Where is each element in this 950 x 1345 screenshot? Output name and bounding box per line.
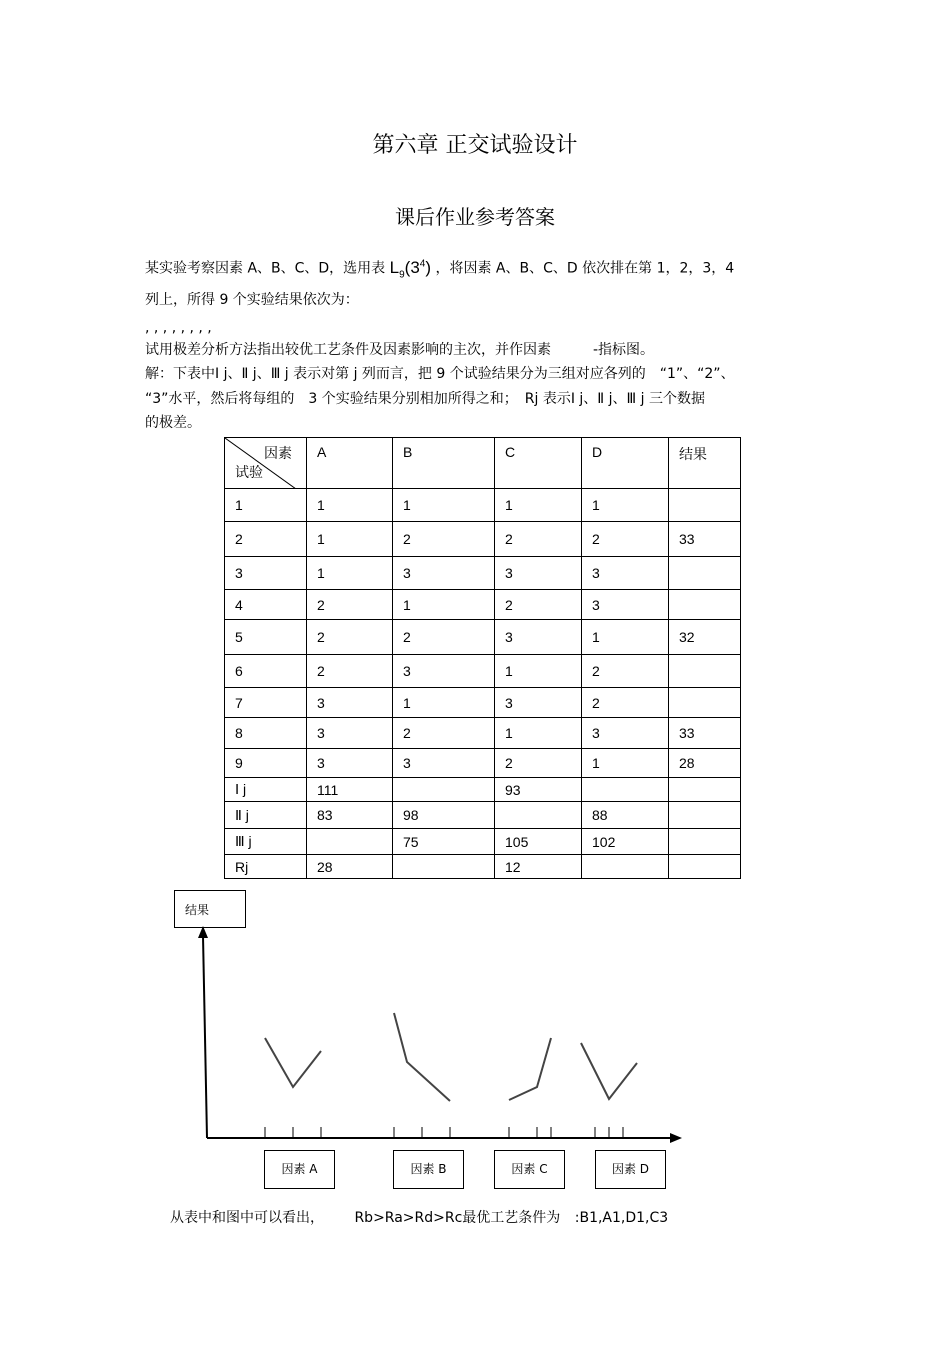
factor-b-line	[394, 1013, 450, 1101]
factor-d-label: 因素 D	[595, 1150, 666, 1189]
axis-ticks	[265, 1127, 623, 1138]
intro-line-1	[145, 254, 734, 285]
table-cell	[669, 489, 741, 522]
table-cell: 3	[393, 557, 495, 590]
table-cell: Ⅲ j	[225, 829, 307, 855]
header-b: B	[393, 438, 495, 489]
table-cell: 4	[225, 590, 307, 620]
table-cell: 2	[582, 688, 669, 718]
table-cell: 2	[393, 522, 495, 557]
table-row	[225, 855, 741, 879]
table-cell: Rj	[225, 855, 307, 879]
table-cell	[669, 557, 741, 590]
table-cell: 102	[582, 829, 669, 855]
table-row	[225, 620, 741, 655]
intro-line-5: 解：下表中Ⅰ j、Ⅱ j、Ⅲ j 表示对第 j 列而言，把 9 个试验结果分为三组对应各列的 “1”、“2”、	[145, 366, 735, 382]
table-cell	[669, 855, 741, 879]
corner-label-factor: 因素	[264, 445, 292, 461]
header-a: A	[307, 438, 393, 489]
result-table	[224, 437, 741, 879]
conclusion-text-b: Rb>Ra>Rd>Rc最优工艺条件为	[354, 1210, 561, 1226]
y-axis-label-box	[174, 890, 246, 928]
table-cell: 93	[495, 778, 582, 802]
factor-index-chart	[0, 880, 950, 1200]
table-cell: 33	[669, 718, 741, 749]
table-cell: 3	[393, 655, 495, 688]
intro-line-6: “3”水平，然后将每组的 3 个实验结果分别相加所得之和； Rj 表示Ⅰ j、Ⅱ j、Ⅲ j 三个数据	[145, 391, 705, 407]
table-cell: 6	[225, 655, 307, 688]
conclusion	[170, 1207, 668, 1227]
table-cell: 1	[582, 749, 669, 778]
table-row	[225, 655, 741, 688]
table-cell: 111	[307, 778, 393, 802]
factor-a-label: 因素 A	[264, 1150, 335, 1189]
table-cell: 28	[307, 855, 393, 879]
table-cell: 9	[225, 749, 307, 778]
table-cell: 3	[582, 557, 669, 590]
x-axis-arrow	[670, 1133, 682, 1143]
table-cell: Ⅱ j	[225, 802, 307, 829]
table-cell: 7	[225, 688, 307, 718]
header-c: C	[495, 438, 582, 489]
table-cell: 2	[495, 749, 582, 778]
table-cell: 2	[393, 718, 495, 749]
table-cell: 1	[582, 620, 669, 655]
table-row	[225, 557, 741, 590]
table-cell: 3	[495, 557, 582, 590]
table-cell: Ⅰ j	[225, 778, 307, 802]
table-row	[225, 829, 741, 855]
table-cell: 83	[307, 802, 393, 829]
corner-cell	[225, 438, 307, 489]
header-result: 结果	[669, 438, 741, 489]
y-axis	[203, 936, 207, 1138]
corner-label-trial: 试验	[235, 464, 263, 480]
factor-d-line	[581, 1043, 637, 1099]
table-cell	[669, 688, 741, 718]
table-cell: 2	[307, 655, 393, 688]
table-cell: 1	[393, 590, 495, 620]
table-cell: 3	[307, 749, 393, 778]
table-cell: 75	[393, 829, 495, 855]
table-row	[225, 802, 741, 829]
table-cell: 2	[582, 522, 669, 557]
table-cell: 3	[582, 718, 669, 749]
page-subtitle: 课后作业参考答案	[395, 205, 555, 229]
table-row	[225, 590, 741, 620]
table-cell	[582, 855, 669, 879]
table-row	[225, 688, 741, 718]
table-cell: 3	[225, 557, 307, 590]
table-cell	[669, 655, 741, 688]
conclusion-text-a: 从表中和图中可以看出，	[170, 1210, 324, 1226]
table-cell: 3	[307, 718, 393, 749]
table-cell: 2	[225, 522, 307, 557]
intro-text-1b: ，将因素 A、B、C、D 依次排在第 1，2，3，4	[435, 260, 735, 277]
table-cell: 3	[495, 688, 582, 718]
table-cell: 2	[307, 620, 393, 655]
page-title: 第六章 正交试验设计	[372, 133, 578, 158]
intro-line-2: 列上，所得 9 个实验结果依次为：	[145, 292, 359, 308]
table-cell: 1	[495, 718, 582, 749]
table-cell: 2	[582, 655, 669, 688]
intro-line-7: 的极差。	[145, 415, 201, 431]
table-cell	[669, 802, 741, 829]
table-cell: 8	[225, 718, 307, 749]
table-cell: 3	[307, 688, 393, 718]
table-cell: 3	[393, 749, 495, 778]
table-cell	[495, 802, 582, 829]
table-cell	[307, 829, 393, 855]
table-cell	[669, 778, 741, 802]
table-cell: 1	[307, 522, 393, 557]
intro-line-3: , , , , , , , ,	[145, 320, 212, 336]
table-cell: 88	[582, 802, 669, 829]
table-cell: 12	[495, 855, 582, 879]
table-row	[225, 718, 741, 749]
table-cell: 1	[495, 489, 582, 522]
table-row	[225, 749, 741, 778]
table-cell	[582, 778, 669, 802]
table-cell: 1	[393, 688, 495, 718]
header-d: D	[582, 438, 669, 489]
table-cell: 1	[582, 489, 669, 522]
table-cell: 2	[393, 620, 495, 655]
table-cell: 1	[225, 489, 307, 522]
table-cell: 5	[225, 620, 307, 655]
table-row	[225, 489, 741, 522]
y-axis-label: 结果	[185, 903, 210, 917]
table-cell	[393, 855, 495, 879]
table-cell: 3	[582, 590, 669, 620]
conclusion-text-c: :B1,A1,D1,C3	[574, 1210, 669, 1226]
factor-a-line	[265, 1038, 321, 1087]
orthogonal-table-formula: $L_9(3^4)$	[389, 257, 432, 281]
table-header-row	[225, 438, 741, 489]
table-row	[225, 778, 741, 802]
table-row	[225, 522, 741, 557]
factor-c-line	[509, 1038, 551, 1100]
table-cell	[669, 590, 741, 620]
table-cell: 28	[669, 749, 741, 778]
intro-text-1a: 某实验考察因素 A、B、C、D，选用表	[145, 260, 386, 277]
table-cell: 1	[393, 489, 495, 522]
table-cell: 98	[393, 802, 495, 829]
table-cell: 3	[495, 620, 582, 655]
table-cell: 2	[307, 590, 393, 620]
factor-c-label: 因素 C	[494, 1150, 565, 1189]
table-cell	[669, 829, 741, 855]
table-cell: 2	[495, 522, 582, 557]
intro-line-4: 试用极差分析方法指出较优工艺条件及因素影响的主次，并作因素 -指标图。	[145, 342, 655, 358]
table-cell: 1	[495, 655, 582, 688]
table-cell: 1	[307, 489, 393, 522]
table-cell	[393, 778, 495, 802]
table-cell: 1	[307, 557, 393, 590]
table-cell: 33	[669, 522, 741, 557]
table-cell: 32	[669, 620, 741, 655]
table-cell: 105	[495, 829, 582, 855]
table-cell: 2	[495, 590, 582, 620]
factor-b-label: 因素 B	[393, 1150, 464, 1189]
